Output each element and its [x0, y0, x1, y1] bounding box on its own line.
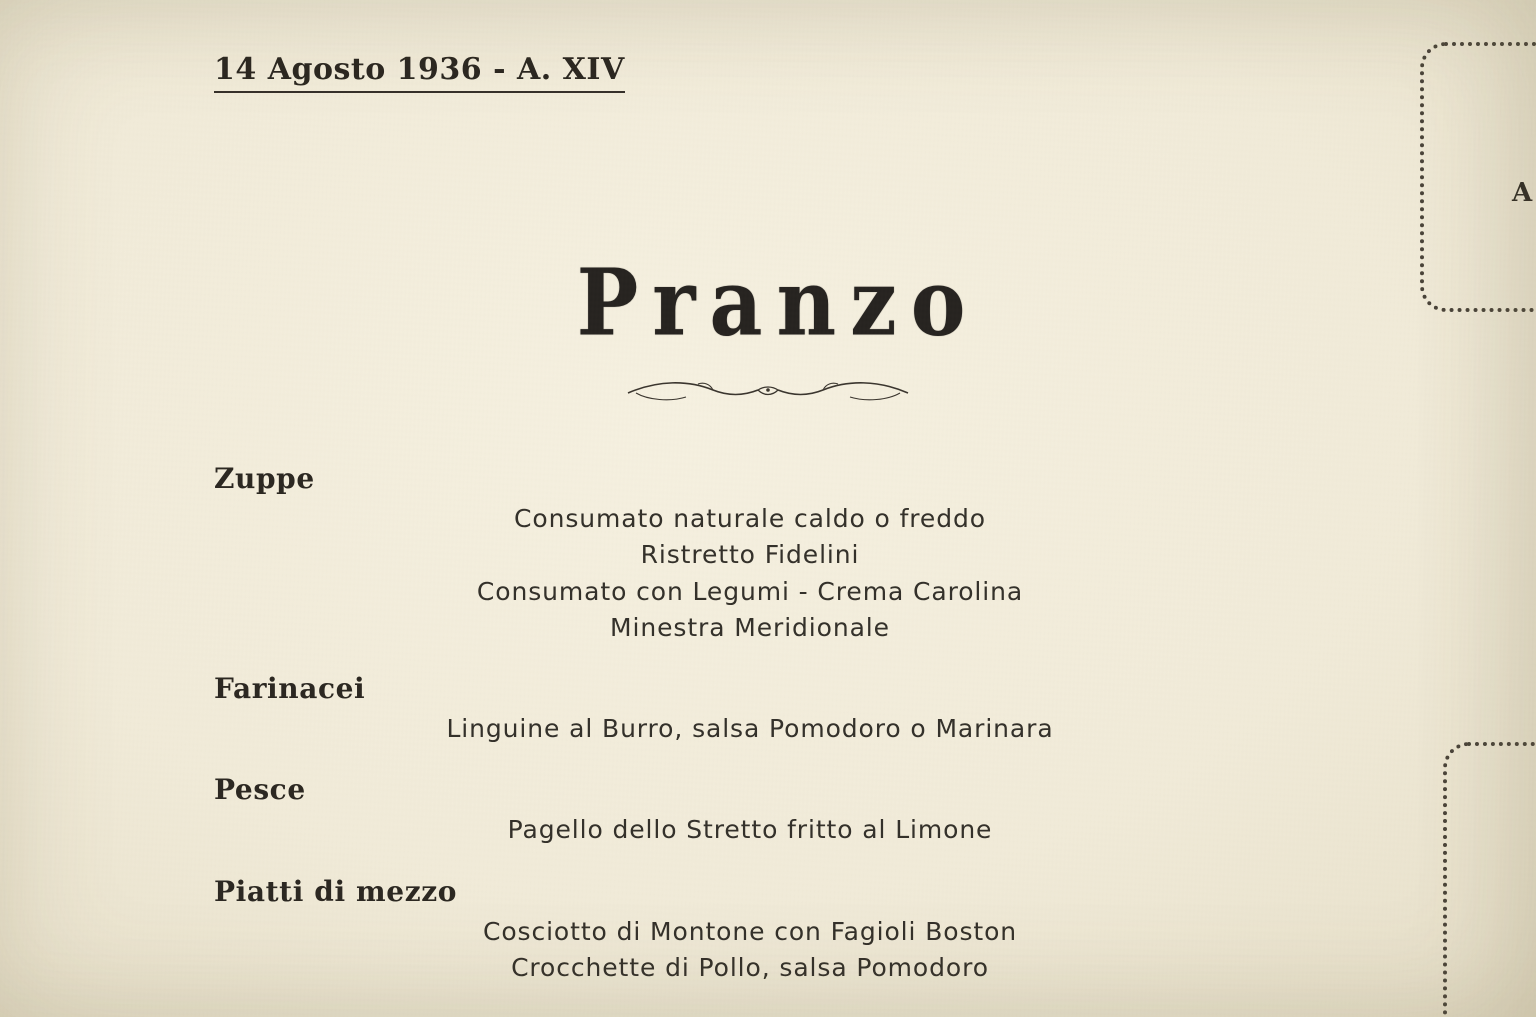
course-section [0, 462, 1340, 646]
date-line: 14 Agosto 1936 - A. XIV [214, 52, 625, 93]
dish-list [0, 914, 1340, 987]
course-name: Farinacei [214, 672, 366, 705]
dish-item: Cosciotto di Montone con Fagioli Boston [482, 916, 1018, 946]
ornamental-divider-icon [0, 378, 1536, 413]
dish-item: Linguine al Burro, salsa Pomodoro o Marinara [446, 714, 1054, 743]
course-section [0, 875, 1340, 987]
course-section [0, 672, 1340, 747]
menu-courses [0, 462, 1340, 1012]
dish-item: Minestra Meridionale [610, 612, 890, 642]
dish-list [0, 501, 1340, 646]
decorative-frame-text: A [1512, 178, 1533, 208]
course-name: Piatti di mezzo [214, 874, 457, 908]
dish-list [0, 812, 1340, 848]
dish-item: Consumato naturale caldo o freddo [514, 504, 986, 533]
dish-list [0, 711, 1340, 747]
course-name: Pesce [214, 773, 306, 807]
page-title [0, 249, 1536, 357]
dish-item: Ristretto Fidelini [640, 540, 860, 570]
page-title-text: Pranzo [576, 249, 980, 357]
dish-item: Pagello dello Stretto fritto al Limone [507, 815, 993, 845]
course-section [0, 773, 1340, 848]
dish-item: Consumato con Legumi - Crema Carolina [476, 576, 1024, 606]
dish-item: Crocchette di Pollo, salsa Pomodoro [511, 952, 989, 982]
course-name: Zuppe [214, 462, 315, 495]
decorative-frame-top [1420, 42, 1536, 312]
decorative-frame-bottom [1443, 742, 1536, 1017]
